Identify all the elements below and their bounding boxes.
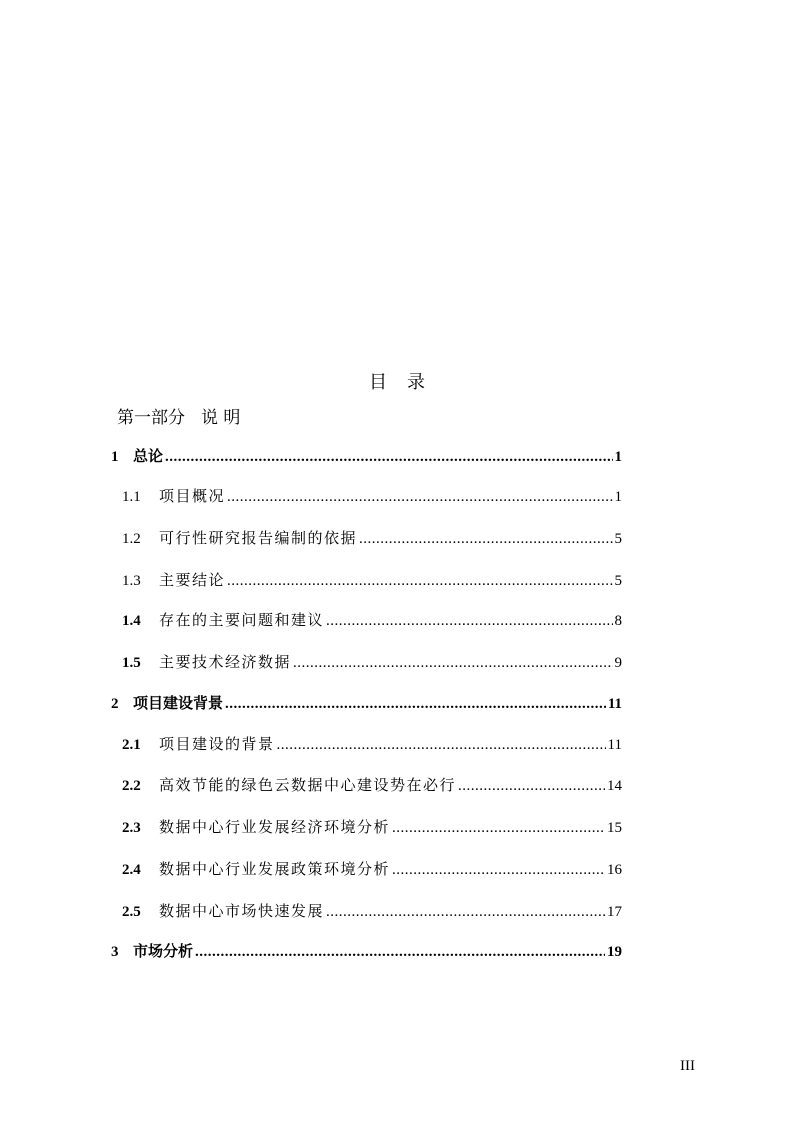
toc-entry-title: 数据中心行业发展政策环境分析 [159, 860, 391, 878]
toc-entry-title: 项目建设背景 [133, 694, 224, 712]
toc-entry-section[interactable] [122, 485, 622, 507]
toc-entry-title: 存在的主要问题和建议 [159, 611, 325, 629]
toc-entry-page: 9 [614, 655, 622, 671]
toc-entry-page: 11 [607, 696, 622, 712]
toc-entry-page: 15 [607, 820, 622, 836]
toc-leader-dots [326, 901, 605, 923]
toc-title [0, 368, 794, 394]
toc-entry-title: 高效节能的绿色云数据中心建设势在必行 [159, 776, 457, 794]
toc-leader-dots [326, 610, 612, 632]
toc-leader-dots [392, 817, 605, 839]
toc-entry-section[interactable] [122, 858, 622, 880]
toc-entry-section[interactable] [122, 651, 622, 673]
toc-entry-page: 14 [607, 778, 622, 794]
page-number: III [680, 1058, 695, 1074]
toc-entry-number: 3 [111, 944, 119, 960]
toc-leader-dots [293, 652, 612, 674]
toc-entry-section[interactable] [122, 816, 622, 838]
toc-leader-dots [195, 941, 605, 963]
toc-entry-number: 2.1 [122, 737, 141, 753]
toc-entry-number: 1 [111, 449, 119, 465]
toc-entry-number: 1.2 [122, 531, 141, 547]
toc-leader-dots [458, 775, 605, 797]
toc-leader-dots [165, 446, 612, 468]
toc-entry-number: 2.4 [122, 862, 141, 878]
toc-entry-page: 16 [607, 862, 622, 878]
toc-leader-dots [227, 570, 612, 592]
toc-entry-page: 1 [614, 489, 622, 505]
toc-entry-section[interactable] [122, 774, 622, 796]
toc-entry-section[interactable] [122, 609, 622, 631]
part-label: 第一部分 [117, 408, 185, 428]
toc-entry-section[interactable] [122, 569, 622, 591]
part-heading [117, 403, 240, 428]
toc-entry-section[interactable] [122, 900, 622, 922]
toc-entry-number: 1.5 [122, 655, 141, 671]
toc-entry-section[interactable] [122, 527, 622, 549]
toc-entry-title: 数据中心行业发展经济环境分析 [159, 818, 391, 836]
toc-entry-number: 2.2 [122, 778, 141, 794]
toc-entry-page: 1 [614, 449, 622, 465]
toc-entry-number: 2 [111, 696, 119, 712]
toc-entry-number: 1.3 [122, 573, 141, 589]
toc-entry-title: 总论 [133, 447, 164, 465]
toc-entry-title: 项目概况 [159, 487, 226, 505]
toc-entry-page: 5 [614, 573, 622, 589]
toc-entry-title: 主要结论 [159, 571, 226, 589]
part-name: 说 明 [201, 408, 241, 428]
toc-entry-section[interactable] [122, 733, 622, 755]
toc-entry-page: 17 [607, 904, 622, 920]
toc-leader-dots [359, 528, 612, 550]
toc-entry-chapter[interactable] [111, 445, 622, 467]
toc-leader-dots [277, 734, 606, 756]
toc-entry-title: 主要技术经济数据 [159, 653, 292, 671]
toc-leader-dots [392, 859, 605, 881]
toc-entry-title: 项目建设的背景 [159, 735, 275, 753]
toc-title-right: 录 [407, 372, 425, 393]
toc-leader-dots [227, 486, 612, 508]
toc-leader-dots [225, 693, 606, 715]
toc-entry-number: 2.3 [122, 820, 141, 836]
toc-entry-chapter[interactable] [111, 692, 622, 714]
toc-entry-page: 19 [607, 944, 622, 960]
toc-entry-number: 1.1 [122, 489, 141, 505]
toc-entry-page: 11 [607, 737, 622, 753]
toc-entry-chapter[interactable] [111, 940, 622, 962]
toc-entry-title: 可行性研究报告编制的依据 [159, 529, 358, 547]
toc-entry-number: 2.5 [122, 904, 141, 920]
toc-entry-page: 5 [614, 531, 622, 547]
toc-title-left: 目 [369, 372, 387, 393]
toc-entry-title: 数据中心市场快速发展 [159, 902, 325, 920]
toc-entry-page: 8 [614, 613, 622, 629]
toc-entry-title: 市场分析 [133, 942, 194, 960]
toc-entry-number: 1.4 [122, 613, 141, 629]
